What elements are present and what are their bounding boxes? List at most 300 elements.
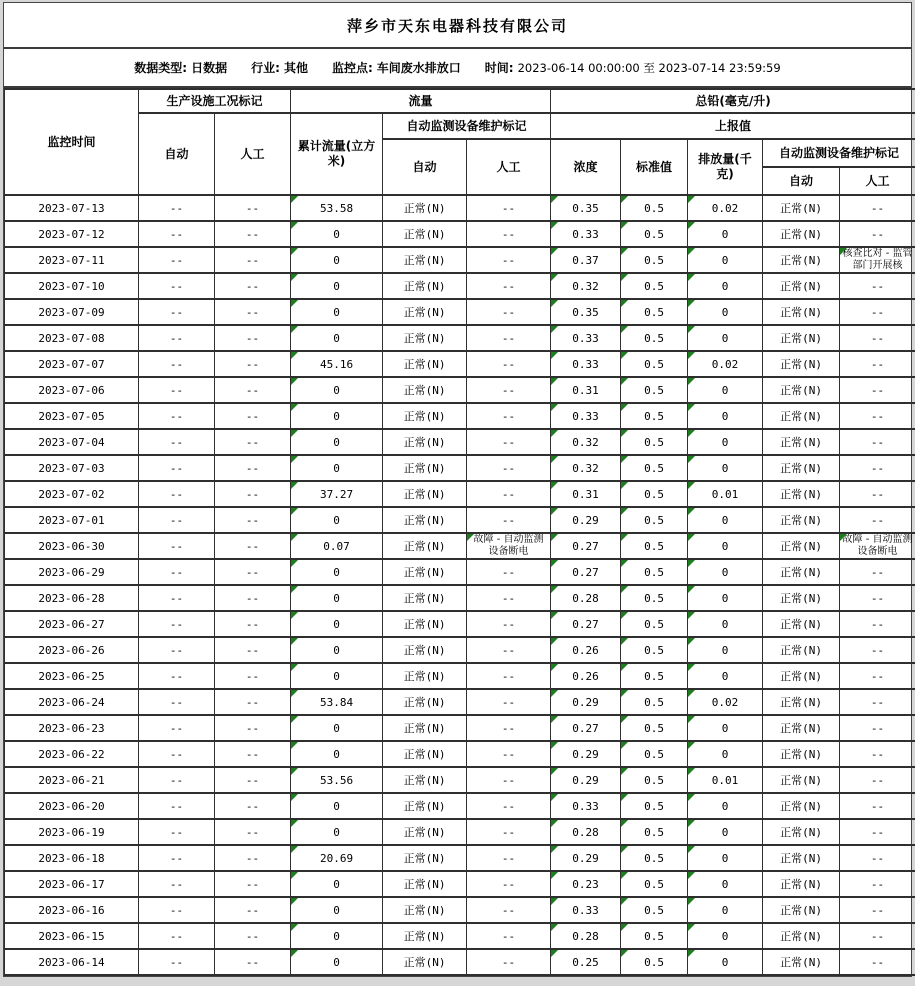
cell-concentration: 0.27 bbox=[551, 611, 621, 637]
cell-concentration: 0.28 bbox=[551, 923, 621, 949]
cell-concentration: 0.29 bbox=[551, 741, 621, 767]
comment-flag-icon bbox=[688, 898, 695, 905]
cell-flow-maint-auto: 正常(N) bbox=[383, 897, 467, 923]
cell-flow-maint-auto: 正常(N) bbox=[383, 767, 467, 793]
cell-monitor-time: 2023-07-08 bbox=[5, 325, 139, 351]
cell-flow-maint-manual: -- bbox=[467, 897, 551, 923]
comment-flag-icon bbox=[291, 300, 298, 307]
comment-flag-icon bbox=[551, 222, 558, 229]
cell-concentration: 0.33 bbox=[551, 793, 621, 819]
comment-flag-icon bbox=[291, 846, 298, 853]
cell-prod-auto: -- bbox=[139, 585, 215, 611]
cell-flow-maint-auto: 正常(N) bbox=[383, 455, 467, 481]
comment-flag-icon bbox=[467, 534, 474, 541]
cell-lead-maint-auto: 正常(N) bbox=[763, 455, 840, 481]
cell-lead-maint-auto: 正常(N) bbox=[763, 949, 840, 975]
comment-flag-icon bbox=[291, 898, 298, 905]
cell-flow-maint-auto: 正常(N) bbox=[383, 637, 467, 663]
table-row bbox=[5, 923, 915, 949]
cell-concentration: 0.27 bbox=[551, 559, 621, 585]
cell-total-flow: 0 bbox=[291, 663, 383, 689]
comment-flag-icon bbox=[551, 716, 558, 723]
cell-amount: 0 bbox=[688, 273, 763, 299]
header-flow-maint-manual: 人工 bbox=[467, 139, 551, 195]
table-row bbox=[5, 897, 915, 923]
cell-standard: 0.5 bbox=[621, 247, 688, 273]
cell-amount: 0 bbox=[688, 949, 763, 975]
cell-monitor-time: 2023-06-27 bbox=[5, 611, 139, 637]
cell-prod-manual: -- bbox=[215, 377, 291, 403]
cell-total-flow: 0 bbox=[291, 741, 383, 767]
header-prod-manual: 人工 bbox=[215, 113, 291, 195]
comment-flag-icon bbox=[621, 872, 628, 879]
cell-standard: 0.5 bbox=[621, 533, 688, 559]
cell-total-flow: 53.56 bbox=[291, 767, 383, 793]
cell-total-flow: 0 bbox=[291, 429, 383, 455]
cell-flow-maint-auto: 正常(N) bbox=[383, 663, 467, 689]
cell-standard: 0.5 bbox=[621, 481, 688, 507]
table-row bbox=[5, 247, 915, 273]
header-lead-maintenance: 自动监测设备维护标记 bbox=[763, 139, 915, 167]
cell-flow-maint-manual: -- bbox=[467, 429, 551, 455]
cell-flow-maint-auto: 正常(N) bbox=[383, 481, 467, 507]
comment-flag-icon bbox=[688, 482, 695, 489]
cell-flow-maint-manual: -- bbox=[467, 585, 551, 611]
comment-flag-icon bbox=[688, 872, 695, 879]
comment-flag-icon bbox=[688, 716, 695, 723]
cell-flow-maint-auto: 正常(N) bbox=[383, 871, 467, 897]
comment-flag-icon bbox=[621, 846, 628, 853]
cell-flow-maint-auto: 正常(N) bbox=[383, 247, 467, 273]
cell-standard: 0.5 bbox=[621, 793, 688, 819]
cell-total-flow: 0 bbox=[291, 637, 383, 663]
cell-total-flow: 0 bbox=[291, 923, 383, 949]
cell-standard: 0.5 bbox=[621, 637, 688, 663]
cell-lead-maint-manual: -- bbox=[840, 845, 915, 871]
comment-flag-icon bbox=[688, 326, 695, 333]
comment-flag-icon bbox=[621, 690, 628, 697]
cell-monitor-time: 2023-07-11 bbox=[5, 247, 139, 273]
cell-flow-maint-auto: 正常(N) bbox=[383, 585, 467, 611]
comment-flag-icon bbox=[688, 352, 695, 359]
comment-flag-icon bbox=[551, 456, 558, 463]
cell-amount: 0 bbox=[688, 637, 763, 663]
cell-monitor-time: 2023-07-07 bbox=[5, 351, 139, 377]
cell-lead-maint-manual: -- bbox=[840, 767, 915, 793]
cell-prod-manual: -- bbox=[215, 689, 291, 715]
cell-standard: 0.5 bbox=[621, 845, 688, 871]
cell-lead-maint-manual: -- bbox=[840, 351, 915, 377]
cell-concentration: 0.33 bbox=[551, 325, 621, 351]
meta-time bbox=[485, 59, 781, 76]
table-row bbox=[5, 663, 915, 689]
comment-flag-icon bbox=[688, 222, 695, 229]
cell-concentration: 0.26 bbox=[551, 637, 621, 663]
cell-lead-maint-auto: 正常(N) bbox=[763, 533, 840, 559]
cell-flow-maint-manual: -- bbox=[467, 403, 551, 429]
comment-flag-icon bbox=[688, 820, 695, 827]
cell-total-flow: 45.16 bbox=[291, 351, 383, 377]
cell-prod-auto: -- bbox=[139, 507, 215, 533]
cell-lead-maint-auto: 正常(N) bbox=[763, 559, 840, 585]
comment-flag-icon bbox=[291, 248, 298, 255]
comment-flag-icon bbox=[621, 508, 628, 515]
cell-monitor-time: 2023-06-29 bbox=[5, 559, 139, 585]
table-body bbox=[5, 195, 915, 975]
comment-flag-icon bbox=[551, 872, 558, 879]
cell-prod-manual: -- bbox=[215, 741, 291, 767]
header-reported-value: 上报值 bbox=[551, 113, 915, 139]
cell-prod-auto: -- bbox=[139, 923, 215, 949]
cell-lead-maint-manual: -- bbox=[840, 611, 915, 637]
cell-amount: 0.02 bbox=[688, 195, 763, 221]
cell-flow-maint-manual: -- bbox=[467, 273, 551, 299]
comment-flag-icon bbox=[621, 248, 628, 255]
cell-prod-auto: -- bbox=[139, 195, 215, 221]
meta-data-type-label: 数据类型: bbox=[134, 61, 188, 75]
cell-prod-manual: -- bbox=[215, 663, 291, 689]
cell-prod-manual: -- bbox=[215, 273, 291, 299]
cell-concentration: 0.31 bbox=[551, 481, 621, 507]
cell-flow-maint-auto: 正常(N) bbox=[383, 507, 467, 533]
cell-flow-maint-manual: -- bbox=[467, 507, 551, 533]
cell-lead-maint-auto: 正常(N) bbox=[763, 195, 840, 221]
cell-amount: 0 bbox=[688, 299, 763, 325]
cell-total-flow: 0 bbox=[291, 559, 383, 585]
cell-monitor-time: 2023-06-23 bbox=[5, 715, 139, 741]
comment-flag-icon bbox=[291, 274, 298, 281]
cell-total-flow: 0 bbox=[291, 273, 383, 299]
cell-lead-maint-manual: -- bbox=[840, 923, 915, 949]
cell-monitor-time: 2023-07-02 bbox=[5, 481, 139, 507]
cell-prod-auto: -- bbox=[139, 377, 215, 403]
cell-amount: 0 bbox=[688, 247, 763, 273]
cell-standard: 0.5 bbox=[621, 403, 688, 429]
cell-standard: 0.5 bbox=[621, 377, 688, 403]
cell-standard: 0.5 bbox=[621, 351, 688, 377]
cell-total-flow: 0 bbox=[291, 715, 383, 741]
comment-flag-icon bbox=[551, 274, 558, 281]
cell-lead-maint-auto: 正常(N) bbox=[763, 819, 840, 845]
cell-amount: 0 bbox=[688, 429, 763, 455]
comment-flag-icon bbox=[291, 612, 298, 619]
cell-lead-maint-manual: 故障 - 自动监测设备断电 bbox=[840, 533, 915, 559]
comment-flag-icon bbox=[621, 612, 628, 619]
cell-monitor-time: 2023-07-13 bbox=[5, 195, 139, 221]
cell-flow-maint-auto: 正常(N) bbox=[383, 819, 467, 845]
cell-prod-manual: -- bbox=[215, 715, 291, 741]
cell-monitor-time: 2023-06-19 bbox=[5, 819, 139, 845]
cell-lead-maint-auto: 正常(N) bbox=[763, 325, 840, 351]
table-row bbox=[5, 481, 915, 507]
cell-total-flow: 37.27 bbox=[291, 481, 383, 507]
cell-standard: 0.5 bbox=[621, 923, 688, 949]
cell-amount: 0 bbox=[688, 793, 763, 819]
cell-prod-manual: -- bbox=[215, 533, 291, 559]
cell-lead-maint-manual: -- bbox=[840, 949, 915, 975]
cell-prod-auto: -- bbox=[139, 741, 215, 767]
comment-flag-icon bbox=[551, 404, 558, 411]
cell-flow-maint-manual: -- bbox=[467, 559, 551, 585]
cell-prod-auto: -- bbox=[139, 533, 215, 559]
cell-flow-maint-manual: -- bbox=[467, 741, 551, 767]
cell-prod-manual: -- bbox=[215, 637, 291, 663]
cell-standard: 0.5 bbox=[621, 611, 688, 637]
cell-prod-auto: -- bbox=[139, 429, 215, 455]
meta-industry bbox=[251, 59, 308, 76]
comment-flag-icon bbox=[551, 586, 558, 593]
report-title: 萍乡市天东电器科技有限公司 bbox=[4, 3, 911, 49]
cell-monitor-time: 2023-06-17 bbox=[5, 871, 139, 897]
comment-flag-icon bbox=[688, 768, 695, 775]
cell-amount: 0 bbox=[688, 403, 763, 429]
cell-prod-auto: -- bbox=[139, 559, 215, 585]
cell-monitor-time: 2023-07-05 bbox=[5, 403, 139, 429]
cell-concentration: 0.32 bbox=[551, 429, 621, 455]
cell-prod-manual: -- bbox=[215, 507, 291, 533]
cell-lead-maint-auto: 正常(N) bbox=[763, 715, 840, 741]
cell-prod-auto: -- bbox=[139, 689, 215, 715]
cell-concentration: 0.35 bbox=[551, 195, 621, 221]
comment-flag-icon bbox=[688, 794, 695, 801]
cell-lead-maint-auto: 正常(N) bbox=[763, 481, 840, 507]
comment-flag-icon bbox=[688, 430, 695, 437]
cell-flow-maint-manual: -- bbox=[467, 819, 551, 845]
cell-prod-manual: -- bbox=[215, 767, 291, 793]
header-amount: 排放量(千克) bbox=[688, 139, 763, 195]
cell-prod-auto: -- bbox=[139, 221, 215, 247]
table-row bbox=[5, 403, 915, 429]
meta-industry-value: 其他 bbox=[283, 61, 308, 75]
table-row bbox=[5, 533, 915, 559]
table-row bbox=[5, 611, 915, 637]
cell-prod-manual: -- bbox=[215, 793, 291, 819]
comment-flag-icon bbox=[621, 456, 628, 463]
cell-flow-maint-manual: -- bbox=[467, 715, 551, 741]
cell-lead-maint-auto: 正常(N) bbox=[763, 923, 840, 949]
cell-prod-auto: -- bbox=[139, 767, 215, 793]
comment-flag-icon bbox=[621, 300, 628, 307]
cell-concentration: 0.27 bbox=[551, 533, 621, 559]
cell-standard: 0.5 bbox=[621, 897, 688, 923]
cell-flow-maint-manual: -- bbox=[467, 481, 551, 507]
cell-total-flow: 0 bbox=[291, 871, 383, 897]
cell-amount: 0 bbox=[688, 897, 763, 923]
cell-standard: 0.5 bbox=[621, 325, 688, 351]
comment-flag-icon bbox=[621, 352, 628, 359]
comment-flag-icon bbox=[688, 508, 695, 515]
cell-lead-maint-auto: 正常(N) bbox=[763, 793, 840, 819]
comment-flag-icon bbox=[551, 300, 558, 307]
comment-flag-icon bbox=[688, 586, 695, 593]
table-row bbox=[5, 351, 915, 377]
comment-flag-icon bbox=[688, 404, 695, 411]
comment-flag-icon bbox=[621, 482, 628, 489]
comment-flag-icon bbox=[291, 794, 298, 801]
comment-flag-icon bbox=[291, 690, 298, 697]
cell-prod-auto: -- bbox=[139, 793, 215, 819]
cell-flow-maint-manual: -- bbox=[467, 221, 551, 247]
cell-lead-maint-auto: 正常(N) bbox=[763, 247, 840, 273]
cell-flow-maint-manual: -- bbox=[467, 663, 551, 689]
cell-concentration: 0.33 bbox=[551, 351, 621, 377]
cell-monitor-time: 2023-07-09 bbox=[5, 299, 139, 325]
comment-flag-icon bbox=[551, 326, 558, 333]
comment-flag-icon bbox=[291, 482, 298, 489]
table-row bbox=[5, 585, 915, 611]
comment-flag-icon bbox=[621, 430, 628, 437]
header-total-flow: 累计流量(立方米) bbox=[291, 113, 383, 195]
cell-prod-manual: -- bbox=[215, 429, 291, 455]
cell-prod-manual: -- bbox=[215, 923, 291, 949]
cell-total-flow: 0 bbox=[291, 507, 383, 533]
comment-flag-icon bbox=[551, 612, 558, 619]
comment-flag-icon bbox=[688, 378, 695, 385]
cell-standard: 0.5 bbox=[621, 871, 688, 897]
cell-standard: 0.5 bbox=[621, 949, 688, 975]
cell-lead-maint-auto: 正常(N) bbox=[763, 585, 840, 611]
comment-flag-icon bbox=[621, 768, 628, 775]
cell-flow-maint-auto: 正常(N) bbox=[383, 403, 467, 429]
comment-flag-icon bbox=[551, 924, 558, 931]
comment-flag-icon bbox=[621, 794, 628, 801]
comment-flag-icon bbox=[291, 430, 298, 437]
comment-flag-icon bbox=[551, 794, 558, 801]
cell-lead-maint-manual: -- bbox=[840, 273, 915, 299]
cell-lead-maint-manual: -- bbox=[840, 585, 915, 611]
comment-flag-icon bbox=[621, 378, 628, 385]
cell-total-flow: 0 bbox=[291, 819, 383, 845]
comment-flag-icon bbox=[621, 898, 628, 905]
comment-flag-icon bbox=[688, 924, 695, 931]
comment-flag-icon bbox=[551, 768, 558, 775]
cell-prod-manual: -- bbox=[215, 455, 291, 481]
cell-lead-maint-manual: -- bbox=[840, 481, 915, 507]
cell-concentration: 0.26 bbox=[551, 663, 621, 689]
cell-prod-manual: -- bbox=[215, 481, 291, 507]
header-concentration: 浓度 bbox=[551, 139, 621, 195]
cell-flow-maint-auto: 正常(N) bbox=[383, 195, 467, 221]
comment-flag-icon bbox=[291, 456, 298, 463]
cell-amount: 0 bbox=[688, 507, 763, 533]
comment-flag-icon bbox=[688, 638, 695, 645]
cell-concentration: 0.25 bbox=[551, 949, 621, 975]
comment-flag-icon bbox=[688, 690, 695, 697]
table-row bbox=[5, 767, 915, 793]
cell-standard: 0.5 bbox=[621, 585, 688, 611]
header-prod-auto: 自动 bbox=[139, 113, 215, 195]
cell-prod-manual: -- bbox=[215, 247, 291, 273]
cell-concentration: 0.27 bbox=[551, 715, 621, 741]
comment-flag-icon bbox=[551, 248, 558, 255]
table-row bbox=[5, 273, 915, 299]
comment-flag-icon bbox=[551, 690, 558, 697]
cell-lead-maint-auto: 正常(N) bbox=[763, 845, 840, 871]
cell-amount: 0 bbox=[688, 611, 763, 637]
table-row bbox=[5, 715, 915, 741]
cell-amount: 0 bbox=[688, 533, 763, 559]
cell-lead-maint-auto: 正常(N) bbox=[763, 351, 840, 377]
cell-lead-maint-manual: -- bbox=[840, 455, 915, 481]
comment-flag-icon bbox=[688, 534, 695, 541]
cell-lead-maint-manual: -- bbox=[840, 221, 915, 247]
comment-flag-icon bbox=[621, 716, 628, 723]
cell-amount: 0.01 bbox=[688, 767, 763, 793]
cell-lead-maint-manual: -- bbox=[840, 429, 915, 455]
cell-flow-maint-auto: 正常(N) bbox=[383, 923, 467, 949]
cell-flow-maint-manual: -- bbox=[467, 455, 551, 481]
cell-concentration: 0.31 bbox=[551, 377, 621, 403]
table-row bbox=[5, 845, 915, 871]
comment-flag-icon bbox=[291, 378, 298, 385]
cell-prod-manual: -- bbox=[215, 221, 291, 247]
cell-lead-maint-manual: -- bbox=[840, 507, 915, 533]
comment-flag-icon bbox=[291, 560, 298, 567]
comment-flag-icon bbox=[621, 560, 628, 567]
comment-flag-icon bbox=[291, 508, 298, 515]
cell-amount: 0 bbox=[688, 741, 763, 767]
cell-monitor-time: 2023-06-26 bbox=[5, 637, 139, 663]
cell-flow-maint-auto: 正常(N) bbox=[383, 715, 467, 741]
cell-flow-maint-manual: -- bbox=[467, 845, 551, 871]
cell-amount: 0.01 bbox=[688, 481, 763, 507]
cell-concentration: 0.33 bbox=[551, 897, 621, 923]
cell-flow-maint-auto: 正常(N) bbox=[383, 351, 467, 377]
cell-total-flow: 0 bbox=[291, 949, 383, 975]
comment-flag-icon bbox=[291, 196, 298, 203]
meta-data-type-value: 日数据 bbox=[191, 61, 228, 75]
comment-flag-icon bbox=[688, 456, 695, 463]
header-lead-maint-manual: 人工 bbox=[840, 167, 915, 195]
cell-lead-maint-auto: 正常(N) bbox=[763, 273, 840, 299]
comment-flag-icon bbox=[291, 950, 298, 957]
cell-standard: 0.5 bbox=[621, 299, 688, 325]
table-row bbox=[5, 455, 915, 481]
cell-flow-maint-manual: -- bbox=[467, 299, 551, 325]
comment-flag-icon bbox=[688, 560, 695, 567]
cell-flow-maint-manual: -- bbox=[467, 637, 551, 663]
cell-monitor-time: 2023-06-14 bbox=[5, 949, 139, 975]
cell-standard: 0.5 bbox=[621, 429, 688, 455]
cell-prod-manual: -- bbox=[215, 845, 291, 871]
comment-flag-icon bbox=[551, 560, 558, 567]
cell-concentration: 0.28 bbox=[551, 585, 621, 611]
cell-amount: 0 bbox=[688, 923, 763, 949]
comment-flag-icon bbox=[291, 352, 298, 359]
cell-prod-manual: -- bbox=[215, 559, 291, 585]
cell-monitor-time: 2023-06-28 bbox=[5, 585, 139, 611]
header-standard: 标准值 bbox=[621, 139, 688, 195]
comment-flag-icon bbox=[688, 196, 695, 203]
cell-concentration: 0.29 bbox=[551, 767, 621, 793]
cell-flow-maint-manual: -- bbox=[467, 767, 551, 793]
cell-total-flow: 53.58 bbox=[291, 195, 383, 221]
cell-lead-maint-auto: 正常(N) bbox=[763, 689, 840, 715]
cell-amount: 0 bbox=[688, 585, 763, 611]
cell-standard: 0.5 bbox=[621, 455, 688, 481]
cell-concentration: 0.33 bbox=[551, 221, 621, 247]
meta-time-value: 2023-06-14 00:00:00 至 2023-07-14 23:59:59 bbox=[517, 61, 781, 75]
comment-flag-icon bbox=[551, 846, 558, 853]
cell-lead-maint-manual: -- bbox=[840, 325, 915, 351]
cell-flow-maint-manual: -- bbox=[467, 195, 551, 221]
comment-flag-icon bbox=[688, 612, 695, 619]
cell-standard: 0.5 bbox=[621, 689, 688, 715]
comment-flag-icon bbox=[688, 248, 695, 255]
cell-flow-maint-auto: 正常(N) bbox=[383, 221, 467, 247]
cell-prod-auto: -- bbox=[139, 247, 215, 273]
meta-time-label: 时间: bbox=[484, 61, 514, 75]
